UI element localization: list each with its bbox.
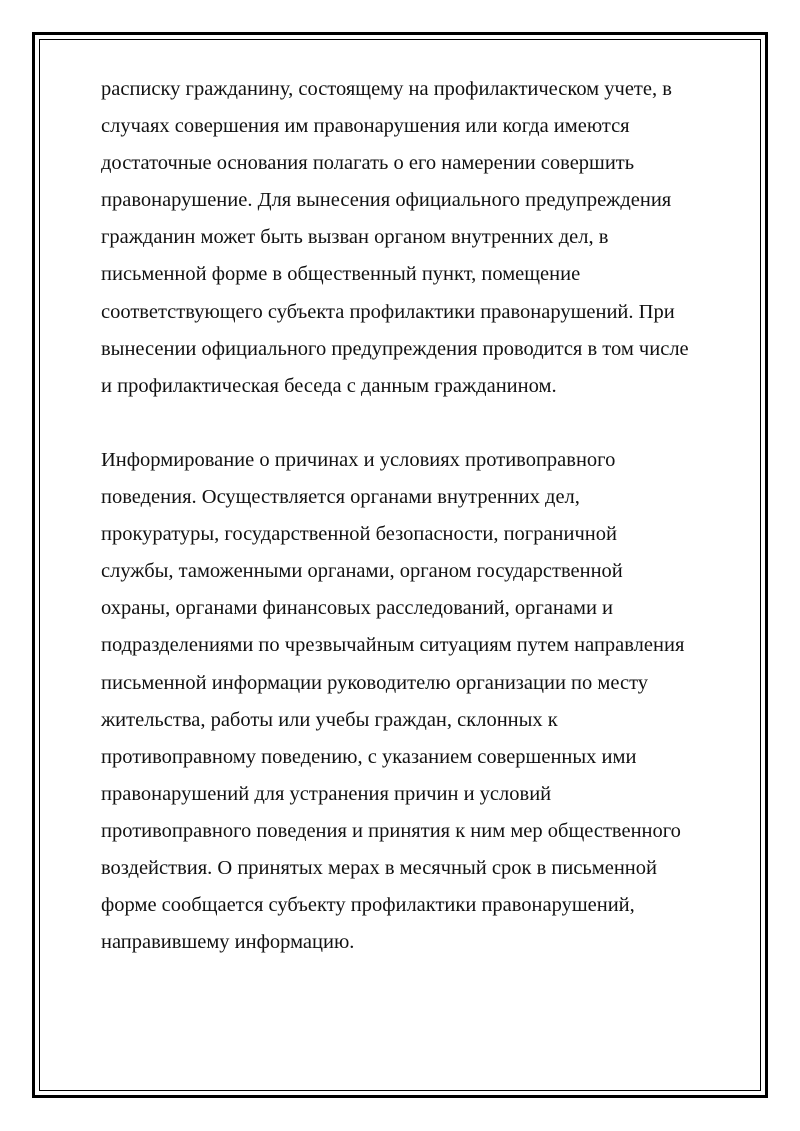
- text-line: достаточные основания полагать о его намерении совершить: [101, 152, 635, 175]
- text-line: вынесении официального предупреждения проводится в том числе: [101, 337, 689, 360]
- text-line: подразделениями по чрезвычайным ситуациям путем направления: [101, 634, 685, 657]
- paragraph-informing: [101, 442, 741, 961]
- text-line: правонарушений для устранения причин и условий: [101, 782, 552, 805]
- text-line: противоправному поведению, с указанием совершенных ими: [101, 745, 637, 768]
- text-line: письменной информации руководителю организации по месту: [101, 671, 649, 694]
- text-line: противоправного поведения и принятия к ним мер общественного: [101, 819, 681, 842]
- text-line: правонарушение. Для вынесения официального предупреждения: [101, 189, 672, 212]
- text-line: гражданин может быть вызван органом внутренних дел, в: [101, 226, 609, 249]
- text-line: прокуратуры, государственной безопасности, пограничной: [101, 523, 617, 546]
- text-line: и профилактическая беседа с данным гражданином.: [101, 374, 557, 397]
- text-line: воздействия. О принятых мерах в месячный срок в письменной: [101, 856, 658, 879]
- text-line: расписку гражданину, состоящему на профилактическом учете, в: [101, 78, 672, 100]
- text-line: направившему информацию.: [101, 931, 355, 954]
- text-line: соответствующего субъекта профилактики правонарушений. При: [101, 300, 675, 323]
- paragraph-official-warning: [101, 71, 741, 405]
- document-body: [101, 71, 741, 961]
- text-line: случаях совершения им правонарушения или когда имеются: [101, 115, 630, 138]
- text-line: охраны, органами финансовых расследований, органами и: [101, 597, 614, 620]
- paragraph-spacer: [101, 405, 741, 442]
- text-line: поведения. Осуществляется органами внутренних дел,: [101, 486, 580, 509]
- text-line: форме сообщается субъекту профилактики правонарушений,: [101, 894, 635, 917]
- text-line: службы, таможенными органами, органом государственной: [101, 560, 623, 583]
- text-line: письменной форме в общественный пункт, помещение: [101, 263, 581, 286]
- text-line: жительства, работы или учебы граждан, склонных к: [101, 708, 558, 731]
- text-line: Информирование о причинах и условиях противоправного: [101, 448, 616, 471]
